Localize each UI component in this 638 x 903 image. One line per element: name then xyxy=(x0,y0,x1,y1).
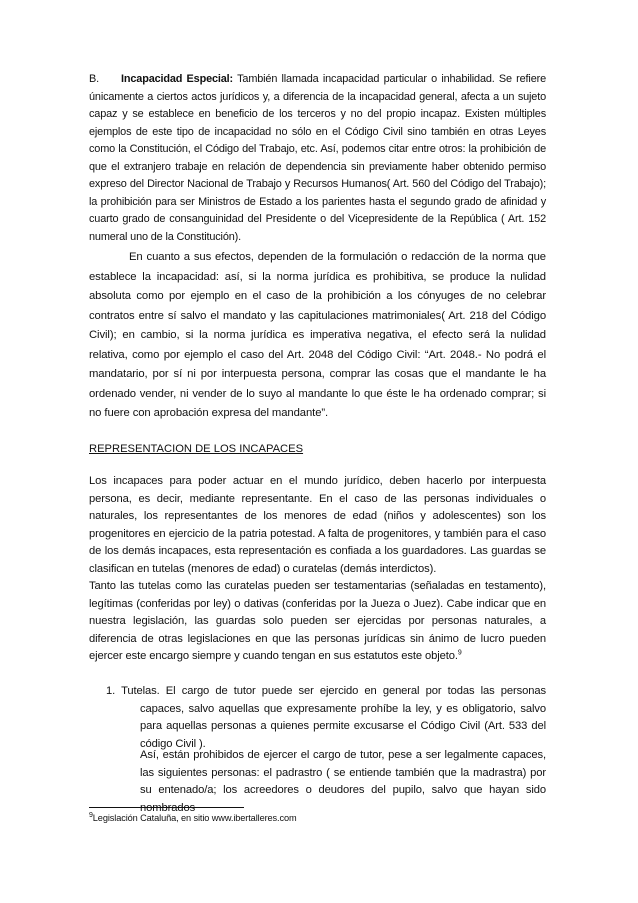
incapacidad-especial-text: También llamada incapacidad particular o inhabilidad. Se refiere únicamente a ciertos actos jurídicos y, a diferencia de la incapacidad general, afecta a un sujeto capaz y se establece en beneficio de los terceros y no del propio incapaz. Existen múltiples ejemplos de este tipo de incapacidad no sólo en el Código Civil sino también en otras Leyes como la Constitución, el Código del Trabajo, etc. Así, podemos citar entre otros: la prohibición de que el extranjero trabaje en relación de dependencia sin previamente haber obtenido permiso expreso del Director Nacional de Trabajo y Recursos Humanos( Art. 560 del Código del Trabajo); la prohibición para ser Ministros de Estado a los parientes hasta el segundo grado de afinidad y cuarto grado de consanguinidad del Presidente o del Vicepresidente de la República ( Art. 152 numeral uno de la Constitución). xyxy=(89,73,546,243)
footnote-divider xyxy=(89,807,244,808)
paragraph-efectos xyxy=(89,248,546,424)
section-title: REPRESENTACION DE LOS INCAPACES xyxy=(89,443,304,455)
paragraph-incapacidad-especial xyxy=(89,71,546,246)
footnote-number: 9 xyxy=(89,811,93,819)
tutelas-curatelas-text: Tanto las tutelas como las curatelas pueden ser testamentarias (señaladas en testamento), legítimas (conferidas por ley) o dativas (conferidas por la Jueza o Juez). Cabe indicar que en nuestra legislación, las guardas solo pueden ser ejercidas por personas naturales, a diferencia de otras legislaciones en que las personas jurídicas sin ánimo de lucro pueden ejercer este encargo siempre y cuando tengan en sus estatutos este objeto. xyxy=(89,580,546,662)
paragraph-incapaces: Los incapaces para poder actuar en el mundo jurídico, deben hacerlo por interpuesta persona, es decir, mediante representante. En el caso de las personas individuales o naturales, los representantes de los menores de edad (niños y adolescentes) son los progenitores en ejercicio de la patria potestad. A falta de progenitores, y también para el caso de los demás incapaces, esta representación es confiada a los guardadores. Las guardas se clasifican en tutelas (menores de edad) o curatelas (demás interdictos). xyxy=(89,475,546,575)
footnote xyxy=(89,812,297,824)
efectos-text: En cuanto a sus efectos, dependen de la formulación o redacción de la norma que establece la incapacidad: así, si la norma jurídica es prohibitiva, se produce la nulidad absoluta como por ejemplo en el caso de la prohibición a los cónyuges de no celebrar contratos entre sí salvo el mandato y las capitulaciones matrimoniales( Art. 218 del Código Civil); en cambio, si la norma jurídica es imperativa negativa, el efecto será la nulidad relativa, como por ejemplo el caso del Art. 2048 del Código Civil: “Art. 2048.- No podrá el mandatario, por sí ni por interpuesta persona, comprar las cosas que el mandante le ha ordenado vender, ni vender de lo suyo al mandante lo que éste le ha ordenado comprar; si no fuere con aprobación expresa del mandante”. xyxy=(89,251,546,419)
list-item-tutelas-continuation: Así, están prohibidos de ejercer el cargo de tutor, pese a ser legalmente capaces, las siguientes personas: el padrastro ( se entiende también que la madrastra) por su entenado/a; los acreedores o deudores del pupilo, salvo que hayan sido nombrados xyxy=(140,749,546,814)
footnote-text: Legislación Cataluña, en sitio www.ibertalleres.com xyxy=(92,813,297,823)
paragraph-tutelas-curatelas xyxy=(89,578,546,666)
section-letter: B. xyxy=(89,73,99,85)
incapacidad-especial-heading: Incapacidad Especial: xyxy=(121,73,234,85)
list-item-tutelas: 1. Tutelas. El cargo de tutor puede ser ejercido en general por todas las personas capaces, salvo aquellas que expresamente prohíbe la ley, y es obligatorio, salvo para aquellas personas a quienes permite excusarse el Código Civil (Art. 533 del código Civil ). xyxy=(106,685,546,750)
footnote-reference[interactable]: 9 xyxy=(457,649,462,657)
